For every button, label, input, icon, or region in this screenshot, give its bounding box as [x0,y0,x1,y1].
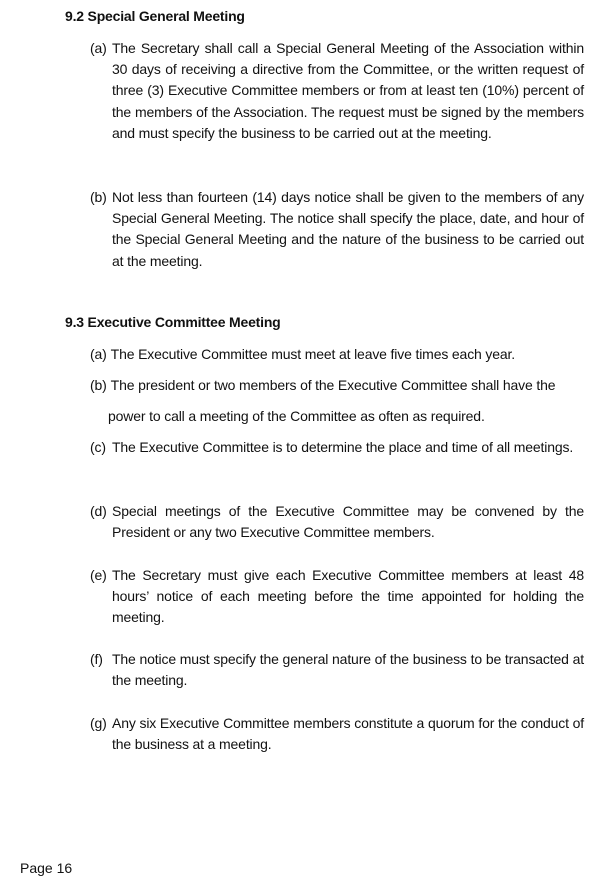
clause-9-3-c [90,437,584,458]
clause-label: (f) [90,651,103,667]
clause-text: Special meetings of the Executive Committee may be convened by the President or any two Executive Committee members. [112,503,584,541]
clause-text: The Executive Committee is to determine the place and time of all meetings. [112,439,574,455]
clause-9-3-b-continuation: power to call a meeting of the Committee as often as required. [108,408,485,424]
clause-label: (c) [90,439,106,455]
clause-9-3-e [90,565,584,629]
clause-9-3-b [90,375,584,396]
clause-9-3-d [90,501,584,543]
clause-9-2-a [90,38,584,144]
clause-text: The Executive Committee must meet at leave five times each year. [110,346,516,362]
clause-9-3-f [90,649,584,691]
section-heading-9-2: 9.2 Special General Meeting [65,8,245,24]
section-heading-9-3: 9.3 Executive Committee Meeting [65,314,281,330]
clause-label: (a) [90,40,107,56]
clause-label: (e) [90,567,107,583]
clause-9-3-a [90,344,584,365]
clause-text: Not less than fourteen (14) days notice shall be given to the members of any Special General Meeting. The notice shall specify the place, date, and hour of the Special General Meeting and the nature of the business to be carried out at the meeting. [112,189,584,269]
page-number: Page 16 [20,860,73,876]
clause-9-3-g [90,713,584,755]
clause-label: (d) [90,503,107,519]
clause-label: (g) [90,715,107,731]
clause-text: The Secretary must give each Executive Committee members at least 48 hours’ notice of each meeting before the time appointed for holding the meeting. [112,567,584,626]
clause-text: The president or two members of the Executive Committee shall have the [110,377,556,393]
clause-label: (a) [90,346,107,362]
clause-text: The notice must specify the general nature of the business to be transacted at the meeting. [112,651,584,689]
clause-text: The Secretary shall call a Special General Meeting of the Association within 30 days of receiving a directive from the Committee, or the written request of three (3) Executive Committee members or from at least ten (10%) percent of the members of the Association. The request must be signed by the members and must specify the business to be carried out at the meeting. [112,40,584,141]
clause-text: Any six Executive Committee members constitute a quorum for the conduct of the business at a meeting. [112,715,584,753]
clause-9-2-b [90,187,584,272]
clause-label: (b) [90,377,107,393]
clause-label: (b) [90,189,107,205]
